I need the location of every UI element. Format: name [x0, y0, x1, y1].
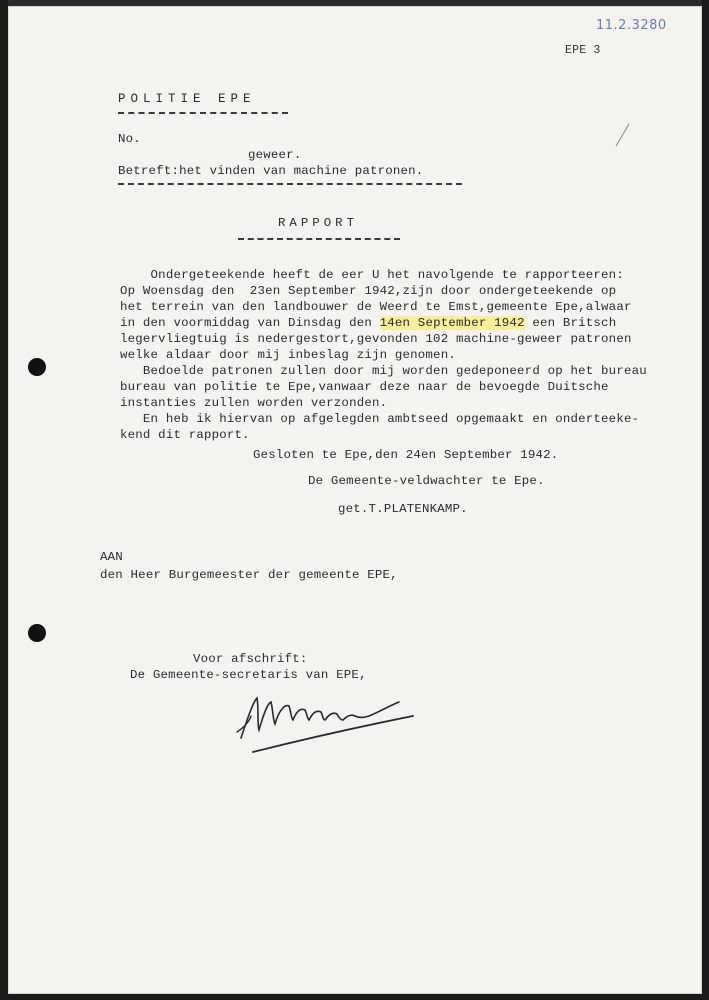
scan-border-right — [702, 0, 709, 1000]
handwritten-signature — [223, 680, 423, 760]
archive-reference: 11.2.3280 — [596, 18, 667, 33]
document-page — [8, 6, 702, 994]
body-line: welke aldaar door mij inbeslag zijn genomen. — [120, 348, 456, 362]
body-line-end: een Britsch — [524, 316, 617, 330]
closing-place-date: Gesloten te Epe,den 24en September 1942. — [253, 448, 559, 462]
body-line-start: in den voormiddag van Dinsdag den — [120, 316, 380, 330]
body-line: legervliegtuig is nedergestort,gevonden 102 machine-geweer patronen — [120, 332, 632, 346]
body-line: Op Woensdag den 23en September 1942,zijn door ondergeteekende op — [120, 284, 617, 298]
heading-underline — [118, 112, 288, 114]
body-line: Ondergeteekende heeft de eer U het navolgende te rapporteeren: — [120, 268, 624, 282]
office-heading: POLITIE EPE — [118, 92, 256, 106]
title-underline — [238, 238, 400, 240]
subject-underline — [118, 183, 462, 185]
highlighted-date: 14en September 1942 — [379, 316, 525, 330]
scan-border-bottom — [0, 994, 709, 1000]
closing-signed: get.T.PLATENKAMP. — [338, 502, 468, 516]
punch-hole — [28, 624, 46, 642]
closing-role: De Gemeente-veldwachter te Epe. — [308, 474, 545, 488]
pencil-mark — [616, 123, 630, 146]
body-line: instanties zullen worden verzonden. — [120, 396, 388, 410]
subject-insert: geweer. — [248, 148, 302, 162]
scan-border-left — [0, 0, 8, 1000]
body-line: Bedoelde patronen zullen door mij worden gedeponeerd op het bureau — [120, 364, 647, 378]
report-title: RAPPORT — [278, 216, 359, 230]
copy-label: Voor afschrift: — [193, 652, 308, 666]
subject-line: Betreft:het vinden van machine patronen. — [118, 164, 424, 178]
body-line: kend dit rapport. — [120, 428, 250, 442]
copy-by: De Gemeente-secretaris van EPE, — [130, 668, 367, 682]
body-line: het terrein van den landbouwer de Weerd te Emst,gemeente Epe,alwaar — [120, 300, 632, 314]
page-code: EPE 3 — [565, 44, 601, 57]
addressee-label: AAN — [100, 550, 123, 564]
body-line: bureau van politie te Epe,vanwaar deze naar de bevoegde Duitsche — [120, 380, 609, 394]
number-label: No. — [118, 132, 141, 146]
addressee-name: den Heer Burgemeester der gemeente EPE, — [100, 568, 398, 582]
punch-hole — [28, 358, 46, 376]
body-line-with-date — [120, 316, 616, 330]
body-line: En heb ik hiervan op afgelegden ambtseed opgemaakt en onderteeke- — [120, 412, 640, 426]
